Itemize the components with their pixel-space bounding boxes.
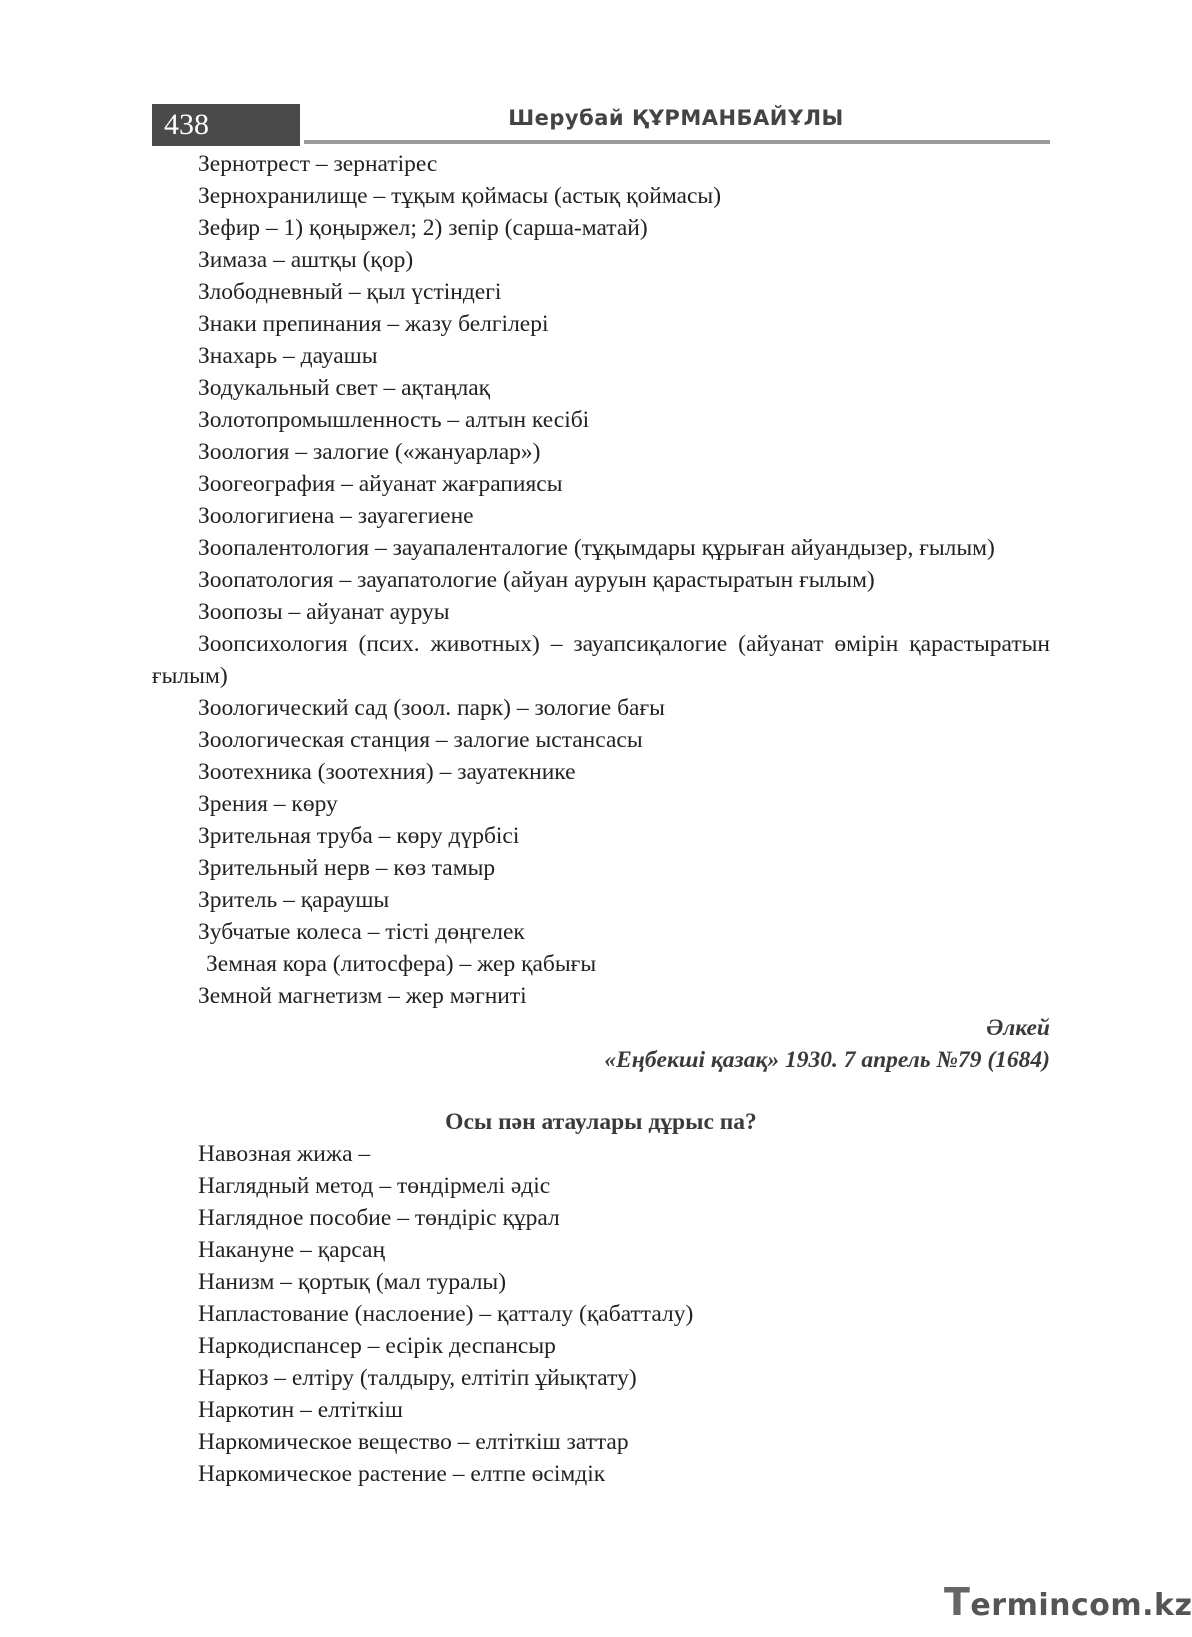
glossary-entry: Зритель – қараушы — [198, 887, 390, 913]
glossary-entry: Наркотин – елтіткіш — [198, 1397, 404, 1423]
glossary-entry: Наркоз – елтіру (талдыру, елтітіп ұйықтату) — [198, 1365, 637, 1391]
glossary-entry: Зоологический сад (зоол. парк) – зологие бағы — [198, 695, 665, 721]
glossary-entry: Зубчатые колеса – тісті дөңгелек — [198, 919, 525, 945]
glossary-entry: Зоопалентология – зауапаленталогие (тұқымдары құрыған айуандызер, ғылым) — [198, 535, 995, 561]
author-signature: Әлкей — [986, 1015, 1050, 1041]
site-watermark — [944, 1580, 1192, 1624]
glossary-entry: Золотопромышленность – алтын кесібі — [198, 407, 590, 433]
glossary-entry: Наглядный метод – төндірмелі әдіс — [198, 1173, 551, 1199]
glossary-entry: Зрительная труба – көру дүрбісі — [198, 823, 520, 849]
glossary-entry: Зоопатология – зауапатологие (айуан ауруын қарастыратын ғылым) — [198, 567, 875, 593]
glossary-entry: Наркомическое вещество – елтіткіш заттар — [198, 1429, 629, 1455]
glossary-entry: Знаки препинания – жазу белгілері — [198, 311, 549, 337]
glossary-list-n — [152, 1138, 1050, 1490]
glossary-entry: Зефир – 1) қоңыржел; 2) зепір (сарша-матай) — [198, 215, 648, 241]
glossary-entry: Земная кора (литосфера) – жер қабығы — [206, 951, 597, 977]
glossary-entry: Наглядное пособие – төндіріс құрал — [198, 1205, 560, 1231]
glossary-entry: Зоологическая станция – залогие ыстансасы — [198, 727, 643, 753]
glossary-entry: Наркодиспансер – есірік деспансыр — [198, 1333, 556, 1359]
glossary-entry: Навозная жижа – — [198, 1141, 371, 1167]
glossary-entry: Зимаза – аштқы (қор) — [198, 247, 414, 273]
glossary-entry: Земной магнетизм – жер мәгниті — [198, 983, 527, 1009]
glossary-entry: Зоогеография – айуанат жағрапиясы — [198, 471, 563, 497]
running-header-author: Шерубай ҚҰРМАНБАЙҰЛЫ — [508, 106, 844, 130]
glossary-entry: Зернотрест – зернатірес — [198, 151, 438, 177]
page-number: 438 — [152, 104, 300, 146]
glossary-entry: Зоопозы – айуанат ауруы — [198, 599, 450, 625]
glossary-list-z — [152, 148, 1050, 1012]
glossary-entry: Зернохранилище – тұқым қоймасы (астық қоймасы) — [198, 183, 722, 209]
glossary-entry: Знахарь – дауашы — [198, 343, 378, 369]
glossary-entry: Зрительный нерв – көз тамыр — [198, 855, 496, 881]
source-citation: «Еңбекші қазақ» 1930. 7 апрель №79 (1684) — [604, 1047, 1050, 1073]
glossary-entry: Зодукальный свет – ақтаңлақ — [198, 375, 491, 401]
glossary-entry: Зоопсихология (псих. животных) – зауапсиқалогие (айуанат өмірін қарастыратын ғылым) — [152, 631, 1050, 689]
section-title: Осы пән атаулары дұрыс па? — [445, 1109, 757, 1135]
glossary-entry: Наркомическое растение – елтпе өсімдік — [198, 1461, 606, 1487]
glossary-entry: Нанизм – қортық (мал туралы) — [198, 1269, 507, 1295]
glossary-entry: Напластование (наслоение) – қатталу (қабатталу) — [198, 1301, 694, 1327]
page-header — [152, 104, 1050, 148]
glossary-entry: Зоологигиена – зауагегиене — [198, 503, 474, 529]
glossary-entry: Зоотехника (зоотехния) – зауатекнике — [198, 759, 576, 785]
glossary-entry: Зоология – залогие («жануарлар») — [198, 439, 541, 465]
watermark-text: ermincom.kz — [970, 1588, 1192, 1623]
watermark-initial: T — [944, 1580, 971, 1624]
glossary-entry: Зрения – көру — [198, 791, 338, 817]
glossary-entry: Злободневный – қыл үстіндегі — [198, 279, 502, 305]
page-body — [152, 148, 1050, 1490]
glossary-entry: Накануне – қарсаң — [198, 1237, 386, 1263]
header-rule — [304, 140, 1050, 144]
